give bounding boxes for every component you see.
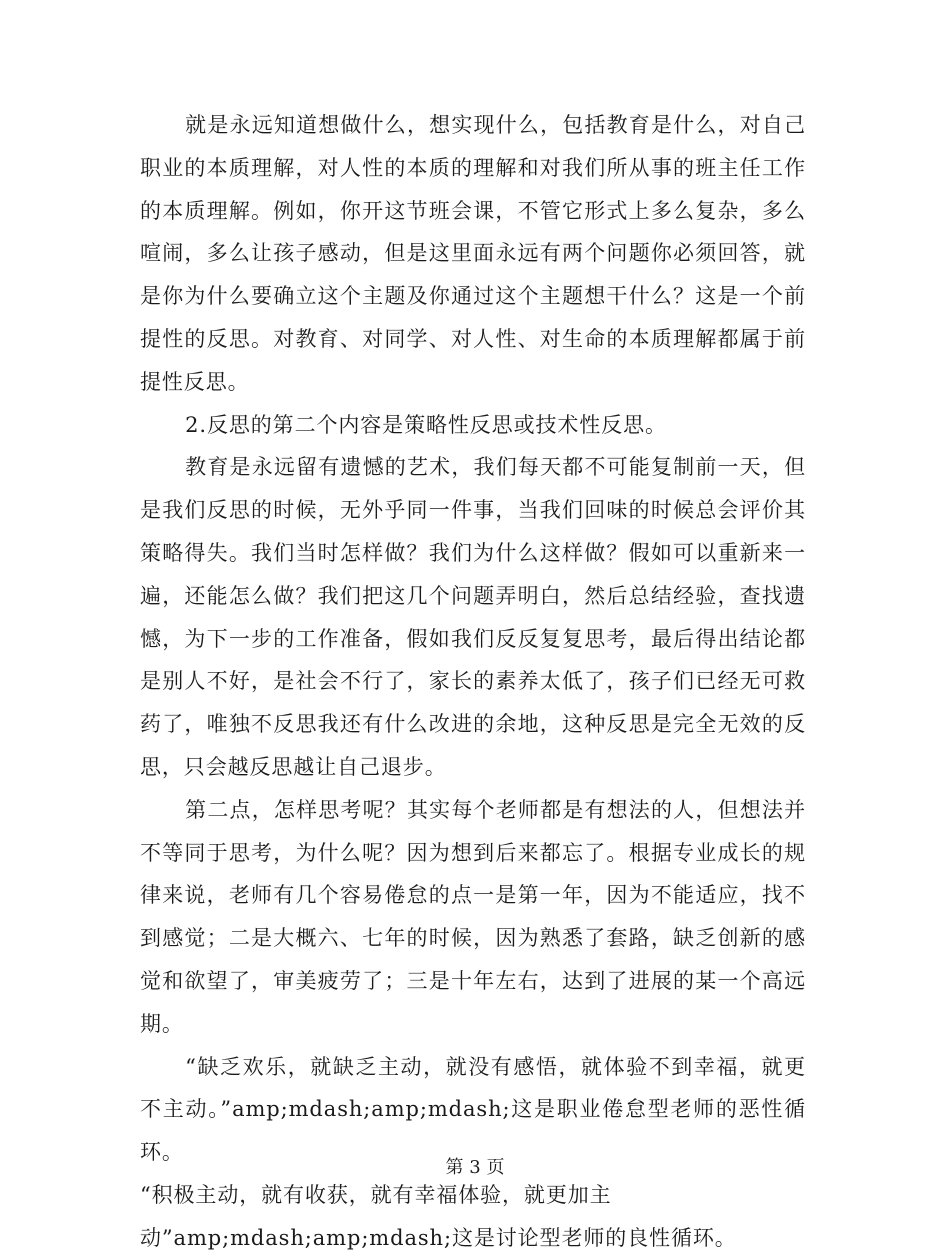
document-body: [140, 104, 806, 1260]
paragraph-vicious-cycle: “缺乏欢乐，就缺乏主动，就没有感悟，就体验不到幸福，就更不主动。”amp;mdash;amp;mdash;这是职业倦怠型老师的恶性循环。: [140, 1054, 806, 1165]
page-number: 第 3 页: [445, 1157, 505, 1178]
paragraph-virtuous-cycle: [140, 1174, 806, 1260]
paragraph-how-to-think: 第二点，怎样思考呢？其实每个老师都是有想法的人，但想法并不等同于思考，为什么呢？因为想到后来都忘了。根据专业成长的规律来说，老师有几个容易倦怠的点一是第一年，因为不能适应，找不到感觉；二是大概六、七年的时候，因为熟悉了套路，缺乏创新的感觉和欲望了，审美疲劳了；三是十年左右，达到了进展的某一个高远期。: [140, 797, 806, 1036]
virtuous-cycle-line-1: “积极主动，就有收获，就有幸福体验，就更加主: [140, 1182, 612, 1207]
paragraph-premise-reflection: 就是永远知道想做什么，想实现什么，包括教育是什么，对自己职业的本质理解，对人性的本质的理解和对我们所从事的班主任工作的本质理解。例如，你开这节班会课，不管它形式上多么复杂，多么喧闹，多么让孩子感动，但是这里面永远有两个问题你必须回答，就是你为什么要确立这个主题及你通过这个主题想干什么？这是一个前提性的反思。对教育、对同学、对人性、对生命的本质理解都属于前提性反思。: [140, 113, 806, 394]
virtuous-cycle-line-2: 动”amp;mdash;amp;mdash;这是讨论型老师的良性循环。: [140, 1225, 737, 1250]
paragraph-education-art: 教育是永远留有遗憾的艺术，我们每天都不可能复制前一天，但是我们反思的时候，无外乎同一件事，当我们回味的时候总会评价其策略得失。我们当时怎样做？我们为什么这样做？假如可以重新来一遍，还能怎么做？我们把这几个问题弄明白，然后总结经验，查找遗憾，为下一步的工作准备，假如我们反反复复思考，最后得出结论都是别人不好，是社会不行了，家长的素养太低了，孩子们已经无可救药了，唯独不反思我还有什么改进的余地，这种反思是完全无效的反思，只会越反思越让自己退步。: [140, 455, 806, 779]
paragraph-strategic-reflection-heading: 2.反思的第二个内容是策略性反思或技术性反思。: [185, 412, 667, 437]
